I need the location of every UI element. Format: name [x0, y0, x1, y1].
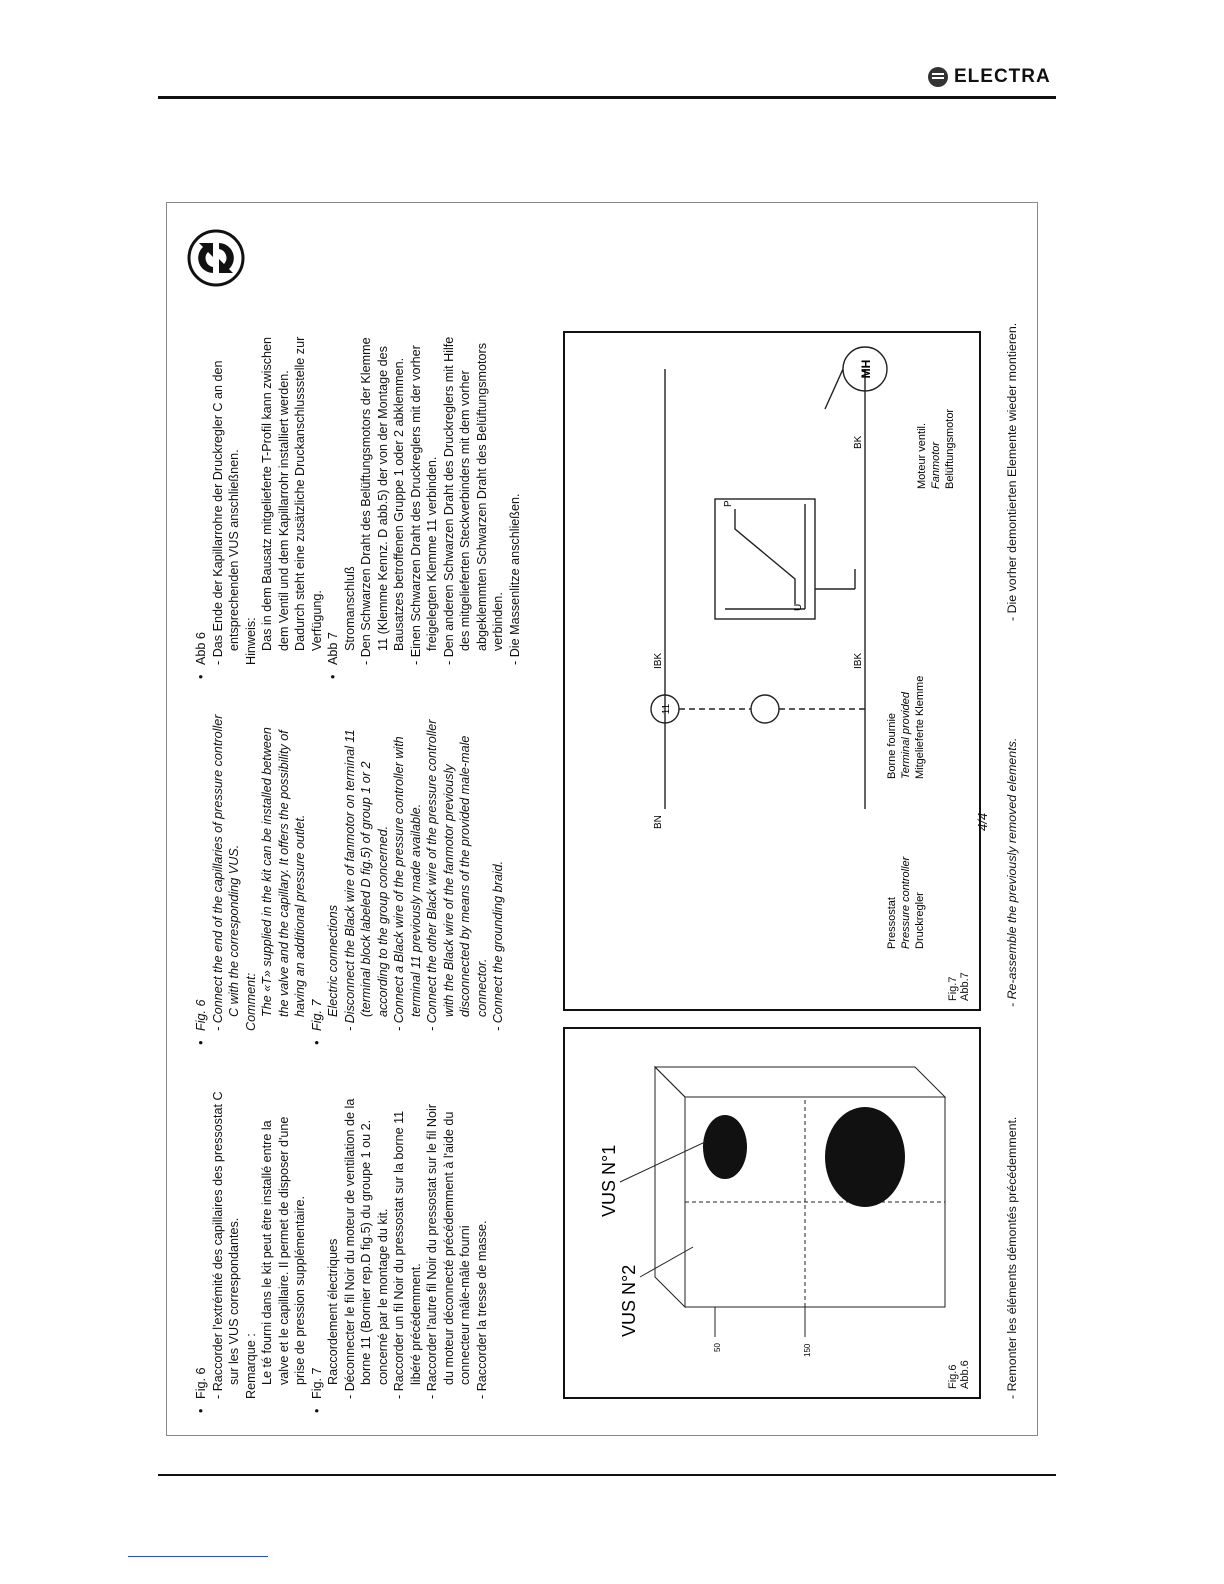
figure-6 — [563, 1027, 981, 1399]
druckregler-label: Druckregler — [914, 892, 926, 949]
fr-step: - Raccorder l'autre fil Noir du pressostat sur le fil Noir du moteur déconnecté précédemment à l'aide du connecteur mâle-mâle fourni — [424, 1091, 474, 1399]
fr-remark-label: Remarque : — [243, 1333, 258, 1399]
vus2-label: VUS N°2 — [619, 1264, 639, 1337]
de-fig7: • Abb 7 — [325, 329, 342, 665]
footer-rule — [158, 1474, 1056, 1476]
pressure-controller-label: Pressure controller — [900, 856, 912, 949]
figure-7 — [563, 331, 981, 1011]
de-step: - Den Schwarzen Draht des Belüftungsmotors der Klemme 11 (Klemme Kennz. D abb.5) der von der Montage des Bausatzes betroffenen Gruppe 1 oder 2 abklemmen. — [358, 329, 408, 665]
column-french — [193, 1091, 490, 1399]
reassemble-de: - Die vorher demontierten Elemente wieder montieren. — [1005, 322, 1019, 621]
unit-drawing — [565, 1029, 979, 1397]
motor-mh: MH — [859, 359, 873, 379]
klemme-label: Mitgelieferte Klemme — [914, 675, 926, 779]
brand-logo — [928, 66, 1051, 88]
pressostat-label: Pressostat — [886, 897, 898, 949]
de-step: - Die Massenlitze anschließen. — [507, 329, 524, 665]
fr-heading: Raccordement électriques — [326, 1238, 340, 1385]
fr-step: - Raccorder la tresse de masse. — [474, 1091, 491, 1399]
en-comment: The «T» supplied in the kit can be installed between the valve and the capillary. It offers the possibility of having an additional pressure outlet. — [260, 727, 307, 1017]
de-hint: Das in dem Bausatz mitgelieferte T-Profil kann zwischen dem Ventil und dem Kapillarrohr installiert werden. Dadurch steht eine zusätzliche Druckanschlussstelle zur Verfügung. — [260, 336, 324, 651]
recycle-logo-icon — [187, 229, 245, 287]
de-step: - Einen Schwarzen Draht des Druckreglers mit der vorher freigelegten Klemme 11 verbinden. — [408, 329, 441, 665]
abb6-label: Abb.6 — [959, 1360, 971, 1389]
en-fig6: • Fig. 6 — [193, 713, 210, 1031]
de-step: - Den anderen Schwarzen Draht des Druckreglers mit Hilfe des mitgelieferten Steckverbinders mit dem vorher abgeklemmten Schwarzen Draht des Belüftungsmotors verbinden. — [441, 329, 507, 665]
de-fig6: • Abb 6 — [193, 329, 210, 665]
dim-150: 150 — [803, 1343, 812, 1357]
wire-bn: BN — [653, 815, 664, 829]
wire-ibk: IBK — [653, 652, 664, 669]
fr-step: - Raccorder l'extrémité des capillaires des pressostat C sur les VUS correspondantes. — [210, 1091, 243, 1399]
electra-mark-icon — [928, 67, 948, 87]
dim-50: 50 — [713, 1343, 722, 1352]
fr-step: - Raccorder un fil Noir du pressostat sur la borne 11 libéré précédemment. — [391, 1091, 424, 1399]
borne-label: Borne fournie — [886, 712, 898, 779]
fig6-label: Fig.6 — [947, 1364, 959, 1389]
en-heading: Electric connections — [326, 905, 340, 1017]
axis-p: P — [723, 500, 734, 507]
de-step: - Das Ende der Kapillarrohre der Druckregler C an den entsprechenden VUS anschließnen. — [210, 329, 243, 665]
page-number: 4/4 — [975, 812, 990, 831]
en-step: - Disconnect the Black wire of fanmotor on terminal 11 (terminal block labeled D fig.5) of group 1 or 2 according to the group concerned. — [342, 713, 392, 1031]
en-comment-label: Comment: — [243, 972, 258, 1031]
brand-name: ELECTRA — [954, 66, 1051, 87]
rotated-page — [166, 202, 1038, 1436]
vus1-label: VUS N°1 — [599, 1144, 619, 1217]
abb7-label: Abb.7 — [959, 972, 971, 1001]
rotated-content — [167, 203, 1038, 1436]
wire-ibk: IBK — [853, 652, 864, 669]
header-rule — [158, 96, 1056, 99]
reassemble-fr: - Remonter les éléments démontés précédemment. — [1005, 1116, 1019, 1399]
footer-link-underline — [128, 1556, 268, 1557]
fanmotor-label: Fanmotor — [930, 441, 942, 489]
fig6-caption — [947, 1360, 971, 1389]
de-heading: Stromanschluß — [342, 566, 357, 651]
en-step: - Connect a Black wire of the pressure controller with terminal 11 previously made available. — [391, 713, 424, 1031]
de-hint-label: Hinweis: — [243, 617, 258, 665]
fr-remark: Le té fourni dans le kit peut être installé entre la valve et le capillaire. Il permet de disposer d'une prise de pression supplémentaire. — [260, 1116, 307, 1385]
beluftung-label: Belüftungsmotor — [944, 408, 956, 489]
reassemble-en: - Re-assemble the previously removed elements. — [1005, 737, 1019, 1007]
en-step: - Connect the end of the capillaries of pressure controller C with the corresponding VUS. — [210, 713, 243, 1031]
fig7-caption — [947, 972, 971, 1001]
wire-bk: BK — [853, 435, 864, 449]
en-step: - Connect the other Black wire of the pressure controller with the Black wire of the fanmotor previously disconnected by means of the provided male-male connector. — [424, 713, 490, 1031]
fig7-label: Fig.7 — [947, 976, 959, 1001]
terminal-label: Terminal provided — [900, 691, 912, 779]
moteur-label: Moteur ventil. — [916, 422, 928, 489]
column-english — [193, 713, 507, 1031]
wiring-diagram — [565, 333, 979, 1009]
fr-fig6: • Fig. 6 — [193, 1091, 210, 1399]
en-step: - Connect the grounding braid. — [490, 713, 507, 1031]
column-german — [193, 329, 523, 665]
fr-fig7: • Fig. 7 — [309, 1091, 326, 1399]
fr-step: - Déconnecter le fil Noir du moteur de ventilation de la borne 11 (Bornier rep.D fig.5) du groupe 1 ou 2. concerné par le montage du kit. — [342, 1091, 392, 1399]
en-fig7: • Fig. 7 — [309, 713, 326, 1031]
terminal-11: 11 — [661, 703, 672, 715]
axis-u: U — [793, 603, 804, 611]
